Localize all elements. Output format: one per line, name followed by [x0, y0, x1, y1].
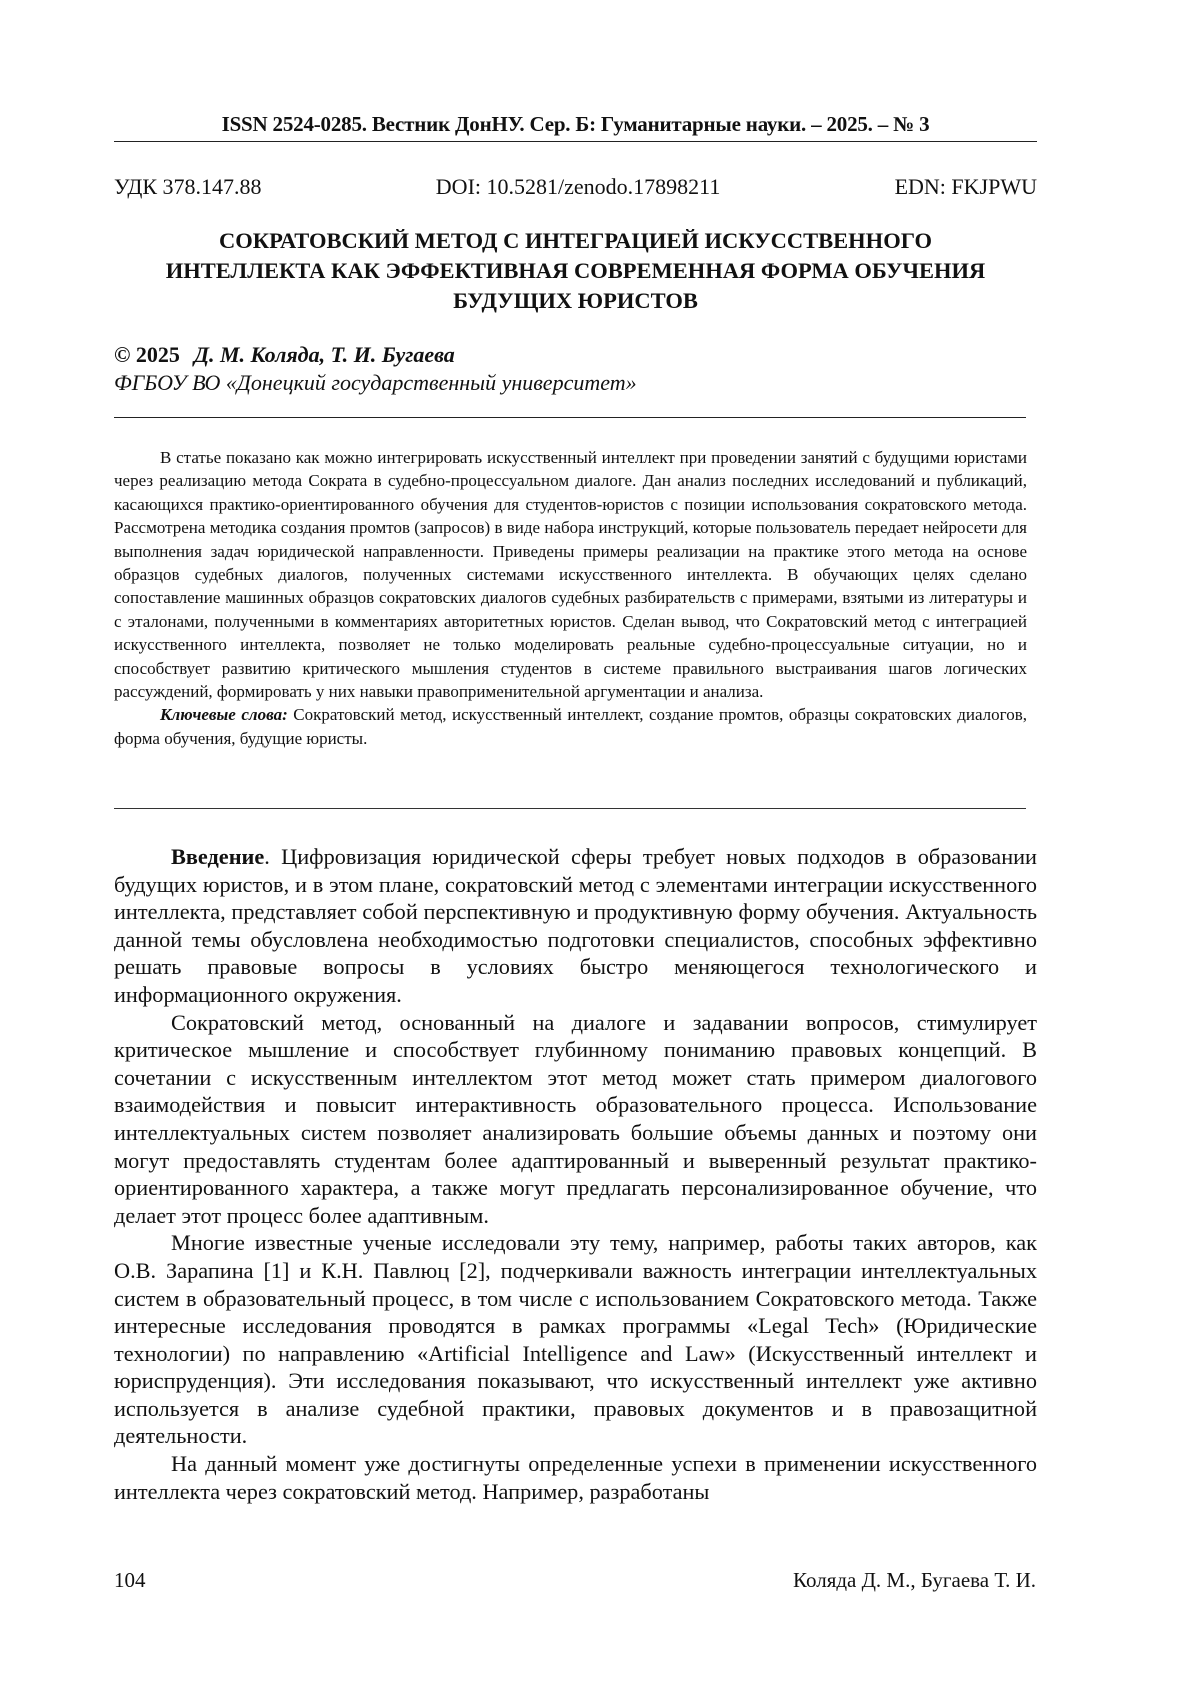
keywords-label: Ключевые слова:	[160, 705, 288, 725]
header-rule	[114, 141, 1037, 142]
keywords-text: Сократовский метод, искусственный интеллект, создание промтов, образцы сократовских диалогов, форма обучения, будущие юристы.	[114, 705, 1027, 748]
authors-line	[114, 342, 455, 368]
identifiers-row	[114, 174, 1037, 200]
affiliation: ФГБОУ ВО «Донецкий государственный университет»	[114, 370, 637, 395]
title-line-1: СОКРАТОВСКИЙ МЕТОД С ИНТЕГРАЦИЕЙ ИСКУССТВЕННОГО	[219, 228, 932, 253]
abstract	[114, 446, 1027, 750]
article-title	[114, 226, 1037, 316]
affiliation-rule	[114, 417, 1026, 418]
paragraph-3: Многие известные ученые исследовали эту тему, например, работы таких авторов, как О.В. Зарапина [1] и К.Н. Павлюц [2], подчеркивали важность интеграции интеллектуальных систем в образовательный процесс, в том числе с использованием Сократовского метода. Также интересные исследования проводятся в рамках программы «Legal Tech» (Юридические технологии) по направлению «Artificial Intelligence and Law» (Искусственный интеллект и юриспруденция). Эти исследования показывают, что искусственный интеллект уже активно используется в анализе судебной практики, правовых документов и в правозащитной деятельности.	[114, 1230, 1037, 1449]
title-line-3: БУДУЩИХ ЮРИСТОВ	[453, 288, 698, 313]
paragraph-4: На данный момент уже достигнуты определенные успехи в применении искусственного интеллекта через сократовский метод. Например, разработаны	[114, 1451, 1037, 1504]
udk-code: УДК 378.147.88	[114, 174, 262, 199]
author-names: Д. М. Коляда, Т. И. Бугаева	[193, 342, 455, 367]
abstract-text: В статье показано как можно интегрировать искусственный интеллект при проведении занятий с будущими юристами через реализацию метода Сократа в судебно-процессуальном диалоге. Дан анализ последних исследований и публикаций, касающихся практико-ориентированного обучения для студентов-юристов с позиции использования сократовского метода. Рассмотрена методика создания промтов (запросов) в виде набора инструкций, которые пользователь передает нейросети для выполнения задач юридической направленности. Приведены примеры реализации на практике этого метода на основе образцов судебных диалогов, полученных системами искусственного интеллекта. В обучающих целях сделано сопоставление машинных образцов сократовских диалогов судебных разбирательств с примерами, взятыми из литературы и с эталонами, полученными в комментариях авторитетных юристов. Сделан вывод, что Сократовский метод с интеграцией искусственного интеллекта, позволяет не только моделировать реальные судебно-процессуальные ситуации, но и способствует развитию критического мышления студентов в системе правильного выстраивания шагов логических рассуждений, формировать у них навыки правоприменительной аргументации и анализа.	[114, 448, 1027, 702]
page-number: 104	[114, 1568, 146, 1592]
edn-code: EDN: FKJPWU	[894, 174, 1037, 199]
doi-code: DOI: 10.5281/zenodo.17898211	[435, 174, 721, 199]
intro-text: . Цифровизация юридической сферы требует новых подходов в образовании будущих юристов, и в этом плане, сократовский метод с элементами интеграции искусственного интеллекта, представляет собой перспективную и продуктивную форму обучения. Актуальность данной темы обусловлена необходимостью подготовки специалистов, способных эффективно решать правовые вопросы в условиях быстро меняющегося технологического и информационного окружения.	[114, 844, 1037, 1007]
title-line-2: ИНТЕЛЛЕКТА КАК ЭФФЕКТИВНАЯ СОВРЕМЕННАЯ ФОРМА ОБУЧЕНИЯ	[165, 258, 986, 283]
keywords	[114, 703, 1027, 750]
copyright: © 2025	[114, 342, 180, 367]
running-header: ISSN 2524-0285. Вестник ДонНУ. Сер. Б: Гуманитарные науки. – 2025. – № 3	[221, 112, 930, 136]
paragraph-2: Сократовский метод, основанный на диалоге и задавании вопросов, стимулирует критическое мышление и способствует глубинному пониманию правовых концепций. В сочетании с искусственным интеллектом этот метод может стать примером диалогового взаимодействия и повысит интерактивность образовательного процесса. Использование интеллектуальных систем позволяет анализировать большие объемы данных и поэтому они могут предоставлять студентам более адаптированный и выверенный результат практико-ориентированного характера, а также могут предлагать персонализированное обучение, что делает этот процесс более адаптивным.	[114, 1009, 1037, 1228]
abstract-rule	[114, 808, 1026, 809]
paragraph-intro	[114, 843, 1037, 1009]
intro-label: Введение	[171, 844, 265, 869]
footer-authors: Коляда Д. М., Бугаева Т. И.	[793, 1568, 1036, 1592]
article-body	[114, 843, 1037, 1505]
